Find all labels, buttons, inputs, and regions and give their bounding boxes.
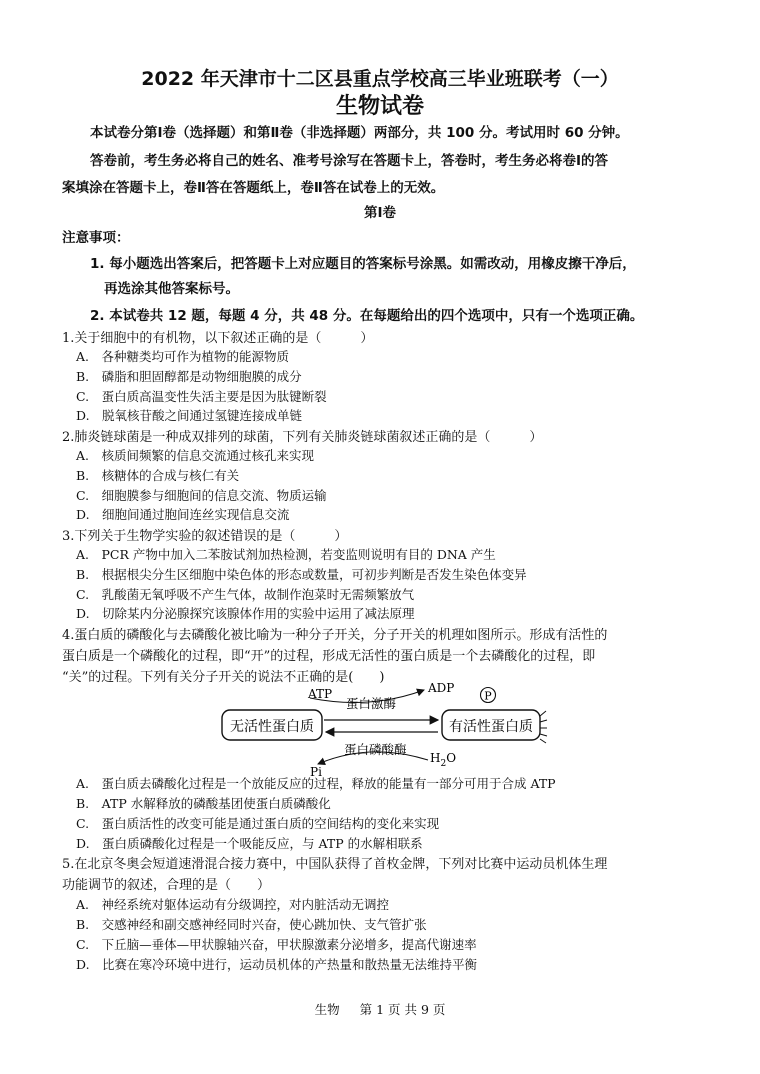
inactive-protein-label: 无活性蛋白质 [230, 719, 314, 735]
phosphate-symbol: P [484, 689, 492, 703]
intro-line-3: 案填涂在答题卡上，卷Ⅱ答在答题纸上，卷Ⅱ答在试卷上的无效。 [62, 180, 445, 196]
atp-label: ATP [308, 687, 333, 701]
question-1-option-d: D. 脱氧核苷酸之间通过氢键连接成单链 [76, 408, 303, 423]
question-5-option-b: B. 交感神经和副交感神经同时兴奋，使心跳加快、支气管扩张 [76, 917, 427, 932]
intro-line-2: 答卷前，考生务必将自己的姓名、准考号涂写在答题卡上，答卷时，考生务必将卷Ⅰ的答 [90, 153, 609, 169]
question-3-option-c: C. 乳酸菌无氧呼吸不产生气体，故制作泡菜时无需频繁放气 [76, 587, 415, 602]
question-3-option-d: D. 切除某内分泌腺探究该腺体作用的实验中运用了减法原理 [76, 606, 415, 621]
note-1-line-2: 再选涂其他答案标号。 [104, 281, 239, 297]
question-4-option-c: C. 蛋白质活性的改变可能是通过蛋白质的空间结构的变化来实现 [76, 816, 440, 831]
pi-label: Pi [310, 765, 322, 779]
question-1-option-b: B. 磷脂和胆固醇都是动物细胞膜的成分 [76, 369, 302, 384]
section-title: 第Ⅰ卷 [363, 205, 397, 221]
molecular-switch-diagram [210, 680, 560, 780]
question-2-option-b: B. 核糖体的合成与核仁有关 [76, 468, 240, 483]
question-2-stem: 2.肺炎链球菌是一种成双排列的球菌，下列有关肺炎链球菌叙述正确的是（ ） [62, 430, 543, 445]
note-1-line-1: 1. 每小题选出答案后，把答题卡上对应题目的答案标号涂黑。如需改动，用橡皮擦干净后， [90, 256, 636, 272]
water-label: $H_2O$ [430, 751, 457, 769]
question-4-stem-line-1: 4.蛋白质的磷酸化与去磷酸化被比喻为一种分子开关，分子开关的机理如图所示。形成有活性的 [62, 628, 608, 643]
question-4-option-b: B. ATP 水解释放的磷酸基团使蛋白质磷酸化 [76, 796, 331, 811]
question-4-stem-line-3: “关”的过程。下列有关分子开关的说法不正确的是( ) [62, 670, 385, 685]
note-2: 2. 本试卷共 12 题，每题 4 分，共 48 分。在每题给出的四个选项中，只有一个选项正确。 [90, 308, 644, 324]
exam-title: 2022 年天津市十二区县重点学校高三毕业班联考（一） [141, 68, 619, 90]
adp-label: ADP [428, 681, 455, 695]
footer-subject: 生物 [314, 1002, 340, 1017]
question-4-stem-line-2: 蛋白质是一个磷酸化的过程，即“开”的过程，形成无活性的蛋白质是一个去磷酸化的过程，即 [62, 649, 596, 664]
protein-kinase-label: 蛋白激酶 [346, 696, 397, 711]
question-2-option-c: C. 细胞膜参与细胞间的信息交流、物质运输 [76, 488, 327, 503]
intro-line-1: 本试卷分第Ⅰ卷（选择题）和第Ⅱ卷（非选择题）两部分，共 100 分。考试用时 60 分钟。 [90, 125, 629, 141]
question-5-stem-line-2: 功能调节的叙述，合理的是（ ） [62, 878, 271, 893]
active-protein-label: 有活性蛋白质 [449, 719, 533, 735]
footer-page-number: 第 1 页 共 9 页 [359, 1002, 446, 1017]
notes-heading: 注意事项： [62, 230, 130, 246]
protein-phosphatase-label: 蛋白磷酸酶 [344, 742, 407, 757]
question-5-option-c: C. 下丘脑—垂体—甲状腺轴兴奋，甲状腺激素分泌增多，提高代谢速率 [76, 937, 477, 952]
question-3-option-b: B. 根据根尖分生区细胞中染色体的形态或数量，可初步判断是否发生染色体变异 [76, 567, 527, 582]
question-5-option-a: A. 神经系统对躯体运动有分级调控，对内脏活动无调控 [76, 897, 390, 912]
question-5-stem-line-1: 5.在北京冬奥会短道速滑混合接力赛中，中国队获得了首枚金牌，下列对比赛中运动员机体生理 [62, 857, 608, 872]
question-5-option-d: D. 比赛在寒冷环境中进行，运动员机体的产热量和散热量无法维持平衡 [76, 957, 478, 972]
active-protein-mark [540, 711, 547, 743]
question-3-option-a: A. PCR 产物中加入二苯胺试剂加热检测，若变监则说明有目的 DNA 产生 [76, 547, 496, 562]
question-4-option-a: A. 蛋白质去磷酸化过程是一个放能反应的过程，释放的能量有一部分可用于合成 ATP [76, 776, 556, 791]
exam-subtitle: 生物试卷 [335, 94, 424, 119]
question-2-option-d: D. 细胞间通过胞间连丝实现信息交流 [76, 507, 290, 522]
question-1-stem: 1.关于细胞中的有机物，以下叙述正确的是（ ） [62, 331, 374, 346]
question-3-stem: 3.下列关于生物学实验的叙述错误的是（ ） [62, 529, 348, 544]
question-2-option-a: A. 核质间频繁的信息交流通过核孔来实现 [76, 448, 315, 463]
question-1-option-c: C. 蛋白质高温变性失活主要是因为肽键断裂 [76, 389, 327, 404]
page-footer [0, 1000, 760, 1018]
question-1-option-a: A. 各种糖类均可作为植物的能源物质 [76, 349, 290, 364]
question-4-option-d: D. 蛋白质磷酸化过程是一个吸能反应，与 ATP 的水解相联系 [76, 836, 423, 851]
